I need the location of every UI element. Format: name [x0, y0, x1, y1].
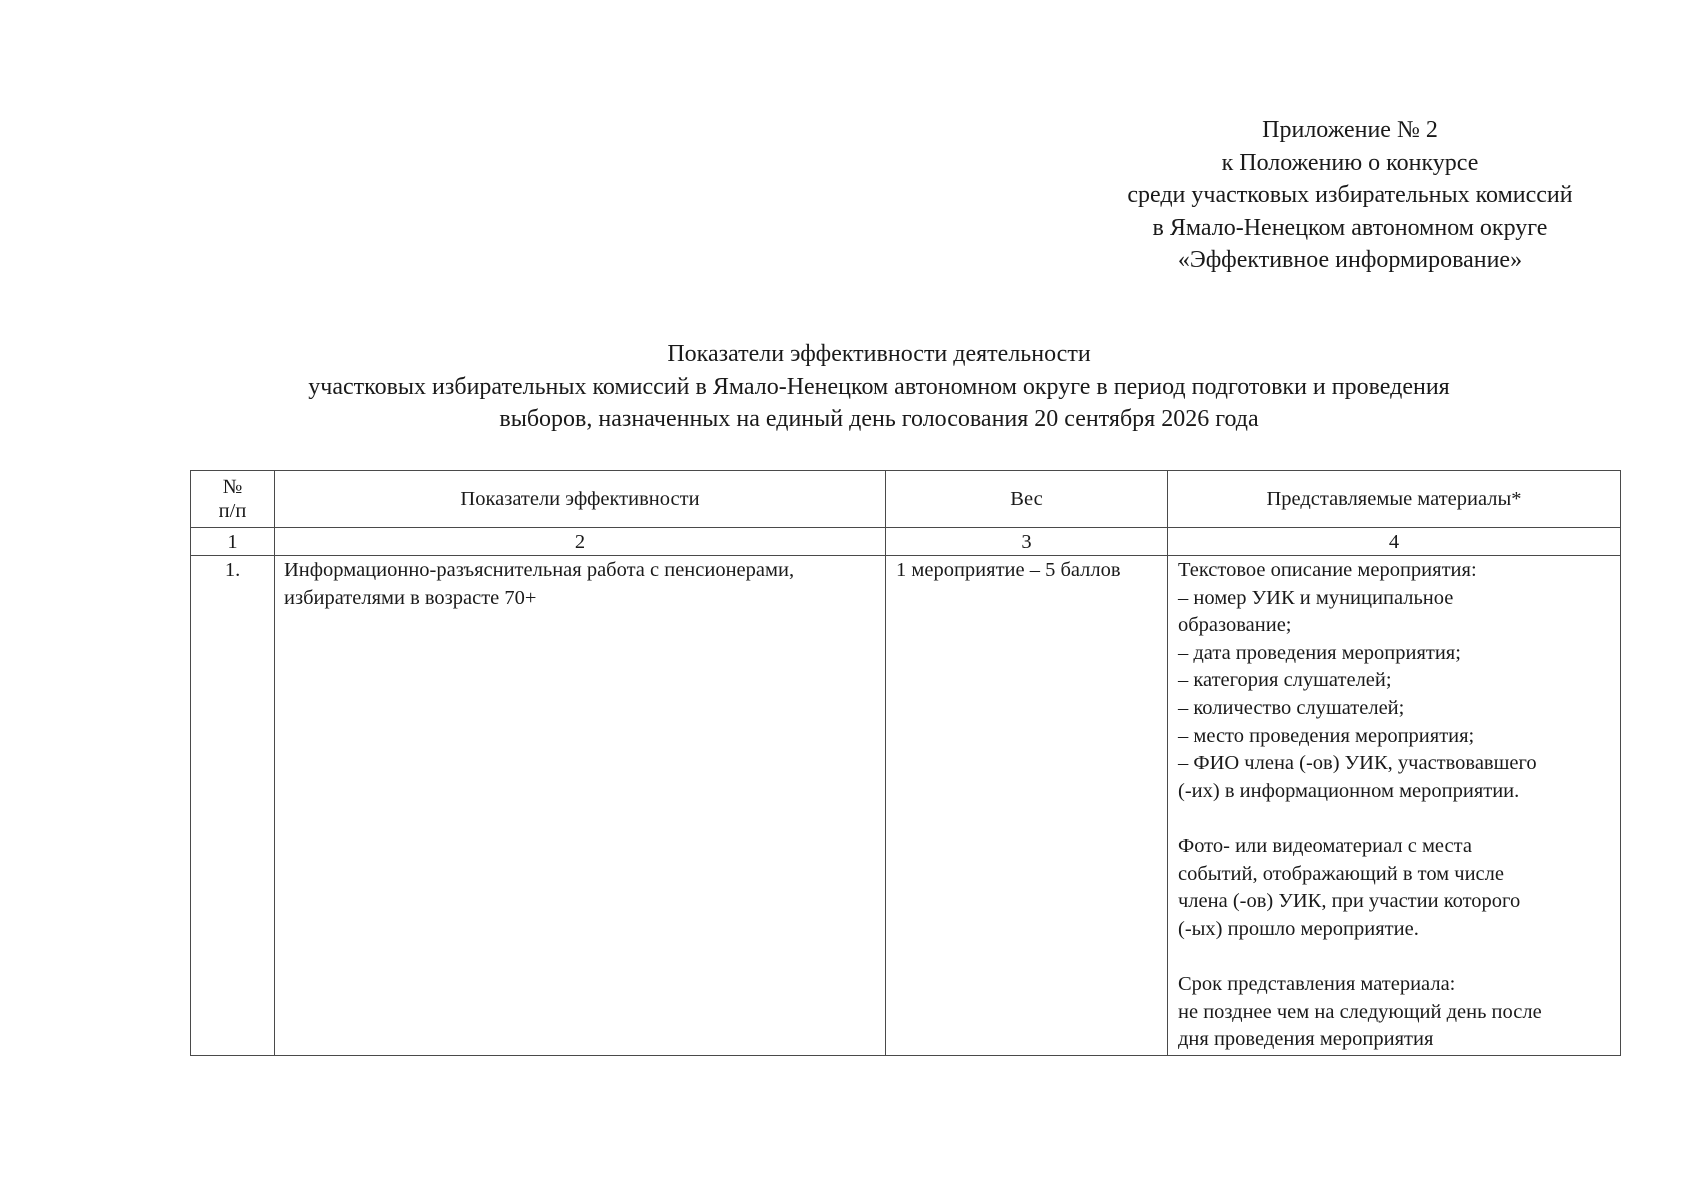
materials-line: члена (-ов) УИК, при участии которого [1178, 890, 1521, 913]
header-materials: Представляемые материалы* [1168, 471, 1621, 528]
indicator-cell [275, 556, 886, 1056]
appendix-line: к Положению о конкурсе [1221, 149, 1479, 176]
table-row [191, 556, 1621, 1056]
appendix-line: среди участковых избирательных комиссий [1127, 182, 1573, 208]
title-line: Показатели эффективности деятельности [667, 341, 1091, 367]
materials-line: – дата проведения мероприятия; [1178, 641, 1461, 664]
column-number: 3 [886, 528, 1168, 556]
materials-line: событий, отображающий в том числе [1178, 862, 1504, 885]
header-number-abbr: п/п [218, 500, 247, 522]
title-line: выборов, назначенных на единый день голосования 20 сентября 2026 года [499, 406, 1259, 432]
appendix-line: в Ямало-Ненецком автономном округе [1152, 214, 1548, 241]
materials-line: – ФИО члена (-ов) УИК, участвовавшего [1178, 752, 1537, 775]
paragraph-gap [1178, 805, 1614, 833]
paragraph-gap [1178, 943, 1614, 971]
materials-line: – номер УИК и муниципальное [1178, 586, 1454, 609]
materials-line: Фото- или видеоматериал с места [1178, 834, 1472, 857]
indicator-line: Информационно-разъяснительная работа с пенсионерами, [284, 559, 795, 581]
materials-line: – место проведения мероприятия; [1178, 724, 1475, 747]
indicators-table [190, 470, 1621, 1056]
materials-line: не позднее чем на следующий день после [1178, 1000, 1542, 1023]
header-weight: Вес [886, 471, 1168, 528]
appendix-reference [1040, 114, 1660, 277]
materials-line: образование; [1178, 614, 1292, 637]
column-number: 2 [275, 528, 886, 556]
materials-line: – количество слушателей; [1178, 696, 1405, 719]
header-number [191, 471, 275, 528]
column-numbers-row [191, 528, 1621, 556]
materials-line: дня проведения мероприятия [1178, 1028, 1434, 1051]
header-indicators: Показатели эффективности [275, 471, 886, 528]
indicator-line: избирателями в возрасте 70+ [284, 586, 537, 609]
materials-line: Текстовое описание мероприятия: [1178, 559, 1477, 581]
appendix-line: «Эффективное информирование» [1177, 247, 1523, 273]
materials-cell [1168, 556, 1621, 1056]
materials-line: Срок представления материала: [1178, 972, 1456, 995]
table-header-row [191, 471, 1621, 528]
column-number: 4 [1168, 528, 1621, 556]
weight-cell: 1 мероприятие – 5 баллов [886, 556, 1168, 1056]
row-number: 1. [191, 556, 275, 1056]
document-title [0, 338, 1687, 436]
title-line: участковых избирательных комиссий в Ямало-Ненецком автономном округе в период подготовки и проведения [308, 373, 1450, 400]
materials-line: (-ых) прошло мероприятие. [1178, 917, 1419, 940]
materials-line: (-их) в информационном мероприятии. [1178, 779, 1520, 802]
column-number: 1 [191, 528, 275, 556]
appendix-line: Приложение № 2 [1262, 117, 1438, 143]
header-number-sign: № [222, 476, 243, 498]
materials-line: – категория слушателей; [1178, 669, 1392, 692]
